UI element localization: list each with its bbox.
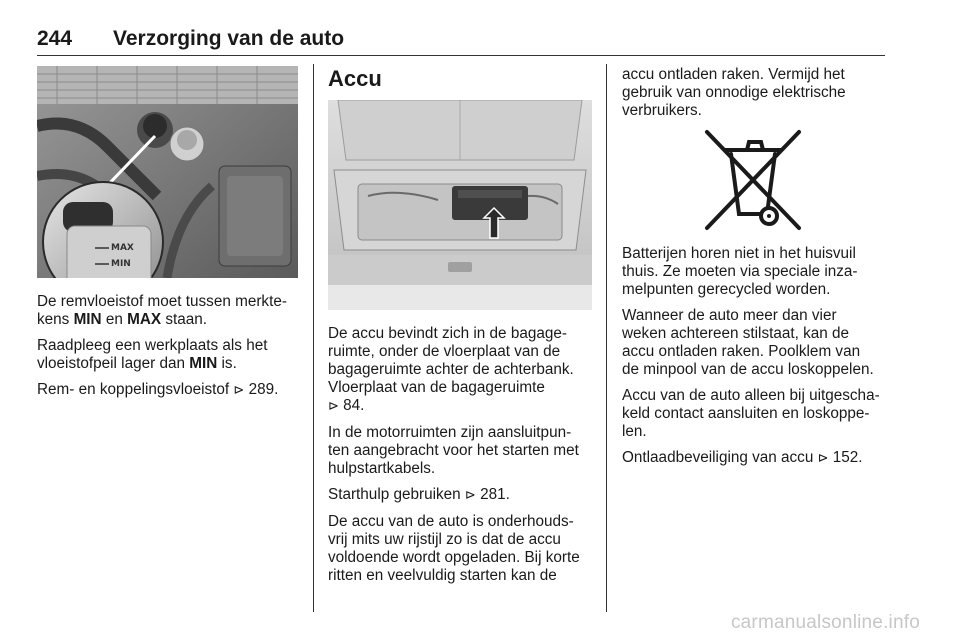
- page-ref-icon: ⊳: [233, 383, 245, 398]
- column-divider-left: [313, 64, 314, 612]
- header-divider: [37, 55, 885, 56]
- page-number: 244: [37, 27, 73, 50]
- brake-fluid-reservoir-figure: [37, 66, 298, 278]
- page-ref-link[interactable]: 289.: [248, 381, 279, 398]
- jump-start-reference: Starthulp gebruiken ⊳ 281.: [328, 486, 510, 503]
- max-mark-label: MAX: [111, 243, 134, 253]
- battery-location-figure: [328, 100, 592, 310]
- page-ref-link[interactable]: 84.: [343, 397, 365, 414]
- crossed-out-wheelie-bin-icon: [697, 128, 809, 232]
- page-ref-link[interactable]: 152.: [832, 449, 863, 466]
- brake-clutch-fluid-reference: Rem- en koppelingsvloeistof ⊳ 289.: [37, 381, 279, 398]
- page-ref-icon: ⊳: [817, 451, 829, 466]
- ignition-off-paragraph: Accu van de auto alleen bij uitgescha- keld contact aansluiten en loskoppe- len.: [622, 387, 880, 440]
- min-mark-label: MIN: [111, 259, 131, 269]
- section-title-accu: Accu: [328, 66, 382, 91]
- brake-fluid-level-paragraph: De remvloeistof moet tussen merkte- kens MIN en MAX staan.: [37, 293, 287, 328]
- discharge-protection-reference: Ontlaadbeveiliging van accu ⊳ 152.: [622, 449, 863, 466]
- workshop-paragraph: Raadpleeg een werkplaats als het vloeistofpeil lager dan MIN is.: [37, 337, 268, 372]
- page-title: Verzorging van de auto: [113, 27, 345, 50]
- continued-paragraph: accu ontladen raken. Vermijd het gebruik van onnodige elektrische verbruikers.: [622, 66, 846, 119]
- right-column-text: [622, 245, 892, 476]
- maintenance-free-paragraph: De accu van de auto is onderhouds- vrij mits uw rijstijl zo is dat de accu voldoende wordt opgeladen. Bij korte ritten en veelvuldig starten kan de: [328, 513, 580, 584]
- page-header: [37, 27, 885, 51]
- min-label: MIN: [73, 311, 102, 328]
- long-standstill-paragraph: Wanneer de auto meer dan vier weken achtereen stilstaat, kan de accu ontladen raken. Poolklem van de minpool van de accu loskoppelen.: [622, 307, 874, 378]
- watermark-footer: carmanualsonline.info: [730, 612, 920, 633]
- page-ref-link[interactable]: 281.: [480, 486, 510, 503]
- min-label: MIN: [189, 355, 218, 372]
- column-divider-right: [606, 64, 607, 612]
- left-column-text: [37, 293, 305, 408]
- page-ref-icon: ⊳: [464, 488, 476, 503]
- right-column-top-text: [622, 66, 888, 128]
- disposal-paragraph: Batterijen horen niet in het huisvuil thuis. Ze moeten via speciale inza- melpunten gerecycled worden.: [622, 245, 858, 298]
- max-label: MAX: [127, 311, 162, 328]
- middle-column-text: [328, 325, 600, 593]
- jump-start-points-paragraph: In de motorruimten zijn aansluitpun- ten aangebracht voor het starten met hulpstartkabels.: [328, 424, 579, 477]
- page-ref-icon: ⊳: [328, 399, 339, 414]
- battery-location-paragraph: De accu bevindt zich in de bagage- ruimte, onder de vloerplaat van de bagageruimte achter de achterbank. Vloerplaat van de bagageruimte ⊳ 84.: [328, 325, 574, 414]
